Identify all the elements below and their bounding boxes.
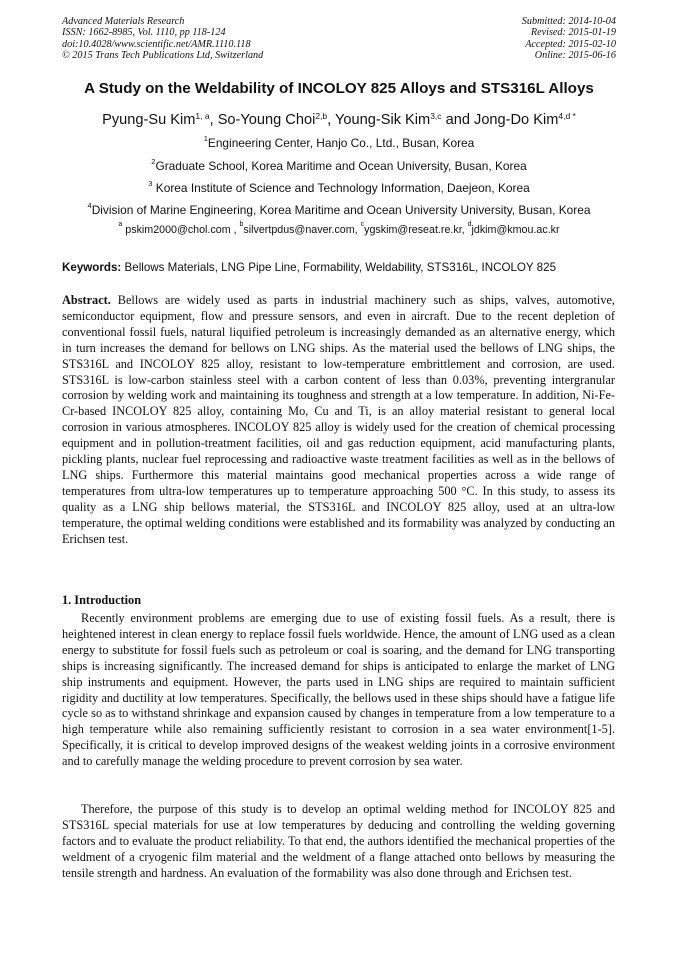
intro-paragraph: Recently environment problems are emerging due to use of existing fossil fuels. As a result, there is heightened interest in clean energy to replace fossil fuels worldwide. Hence, the amount of LNG used as a clean energy to substitute for fossil fuels such as petroleum or coal is soaring, and the demand for LNG transporting ships is increasing significantly. The increased demand for ships is anticipated to enlarge the market of LNG ship instruments and equipment. However, the parts used in LNG ships are required to maintain sufficient rigidity and ductility at low temperatures. Specifically, the bellows used in these ships should have a fatigue life cycle so as to withstand shrinkage and expansion caused by changes in temperature from a low temperature to a high temperature while also remaining sufficiently resistant to corrosion in a sea water environment[1-5]. Specifically, it is critical to develop improved designs of the weakest welding joints in a corrosive environment and to carefully manage the welding procedure to prevent corrosion by sea water. xyxy=(62,611,615,769)
affiliation xyxy=(0,203,678,217)
author-and: and xyxy=(441,112,475,128)
affiliation-text: Division of Marine Engineering, Korea Maritime and Ocean University University, Busan, Korea xyxy=(91,203,591,217)
email-link[interactable]: jdkim@kmou.ac.kr xyxy=(471,224,560,236)
author-emails xyxy=(0,221,678,236)
author-name: Pyung-Su Kim xyxy=(102,112,196,128)
journal-info xyxy=(62,16,263,61)
author-superscript: 3,c xyxy=(430,111,442,121)
affiliation-number: 2 xyxy=(151,157,156,166)
affiliation-text: Graduate School, Korea Maritime and Ocean University, Busan, Korea xyxy=(155,159,527,173)
section-heading: 1. Introduction xyxy=(62,593,142,607)
abstract-text: Bellows are widely used as parts in industrial machinery such as ships, valves, automotive, semiconductor equipment, flow and pressure sensors, and even in aircraft. Due to the recent depletion of conventional fossil fuels, natural liquified petroleum is increasingly demanded as an alternative energy, which in turn increases the demand for bellows on LNG ships. As the material used the bellows of LNG ships, the STS316L and INCOLOY 825 alloy, resistant to low-temperature embrittlement and corrosion, are used. STS316L is low-carbon stainless steel with a carbon content of less than 0.03%, preventing intergranular corrosion by welding work and maintaining its toughness and strength at a low temperature. In addition, Ni-Fe-Cr-based INCOLOY 825 alloy, containing Mo, Cu and Ti, is an alloy material resistant to general local corrosion in various atmospheres. INCOLOY 825 alloy is widely used for the creation of chemical processing equipment and in pollution-treatment facilities, oil and gas reduction equipment, acid manufacturing plants, pickling plants, nuclear fuel reprocessing and radioactive waste treatment facilities as well as in the bellows of LNG ships. Furthermore this material maintains good mechanical properties across a wide range of temperatures from ultra-low temperatures up to temperature approaching 500 °C. In this study, to assess its quality as a LNG ship bellows material, the STS316L and INCOLOY 825 alloy, used at an ultra-low temperature, the optimal welding conditions were established and its formability was analyzed by conducting an Erichsen test. xyxy=(62,293,615,546)
affiliation-number: 1 xyxy=(203,134,208,143)
paper-title: A Study on the Weldability of INCOLOY 825 Alloys and STS316L Alloys xyxy=(84,80,594,97)
email-superscript: a xyxy=(118,221,123,228)
revised-date: Revised: 2015-01-19 xyxy=(530,27,616,39)
journal-name: Advanced Materials Research xyxy=(62,16,185,27)
affiliation xyxy=(0,136,678,150)
journal-issn: ISSN: 1662-8985, Vol. 1110, pp 118-124 xyxy=(62,27,226,39)
accepted-date: Accepted: 2015-02-10 xyxy=(525,38,616,50)
affiliation xyxy=(0,159,678,173)
abstract xyxy=(62,293,615,548)
affiliation xyxy=(0,181,678,195)
author-name: Young-Sik Kim xyxy=(335,112,431,128)
author-list xyxy=(0,112,678,128)
email-link[interactable]: pskim2000@chol.com , xyxy=(125,224,240,236)
author-name: So-Young Choi xyxy=(217,112,316,128)
keywords xyxy=(62,261,622,274)
abstract-label: Abstract. xyxy=(62,293,111,307)
email-superscript: b xyxy=(239,221,244,228)
online-date: Online: 2015-06-16 xyxy=(534,49,616,61)
author-superscript: 1, a xyxy=(195,111,210,121)
author-separator: , xyxy=(327,112,336,128)
intro-paragraph: Therefore, the purpose of this study is to develop an optimal welding method for INCOLOY 825 and STS316L special materials for use at low temperatures by deducing and controlling the welding governing factors and to evaluate the product reliability. To that end, the authors identified the mechanical properties of the weldment of a cryogenic film material and the weldment of a flange attached onto bellows by measuring the tensile strength and hardness. An evaluation of the formability was also done through and Erichsen test. xyxy=(62,802,615,880)
email-link[interactable]: silvertpdus@naver.com, xyxy=(243,224,361,236)
author-name: Jong-Do Kim xyxy=(474,112,559,128)
publication-dates xyxy=(522,16,616,61)
author-separator: , xyxy=(209,112,218,128)
journal-doi: doi:10.4028/www.scientific.net/AMR.1110.118 xyxy=(62,38,251,50)
journal-copyright: © 2015 Trans Tech Publications Ltd, Switzerland xyxy=(62,49,264,61)
email-superscript: d xyxy=(467,221,472,228)
keywords-label: Keywords: xyxy=(62,261,122,274)
affiliation-text: Engineering Center, Hanjo Co., Ltd., Busan, Korea xyxy=(207,136,475,150)
affiliation-text: Korea Institute of Science and Technology Information, Daejeon, Korea xyxy=(155,181,530,195)
author-superscript: 4,d * xyxy=(558,111,576,121)
keywords-text: Bellows Materials, LNG Pipe Line, Formability, Weldability, STS316L, INCOLOY 825 xyxy=(124,261,557,274)
author-superscript: 2,b xyxy=(315,111,328,121)
affiliation-number: 3 xyxy=(148,179,153,188)
email-link[interactable]: ygskim@reseat.re.kr, xyxy=(364,224,468,236)
submitted-date: Submitted: 2014-10-04 xyxy=(521,16,616,27)
affiliation-number: 4 xyxy=(87,201,92,210)
email-superscript: c xyxy=(360,221,365,228)
